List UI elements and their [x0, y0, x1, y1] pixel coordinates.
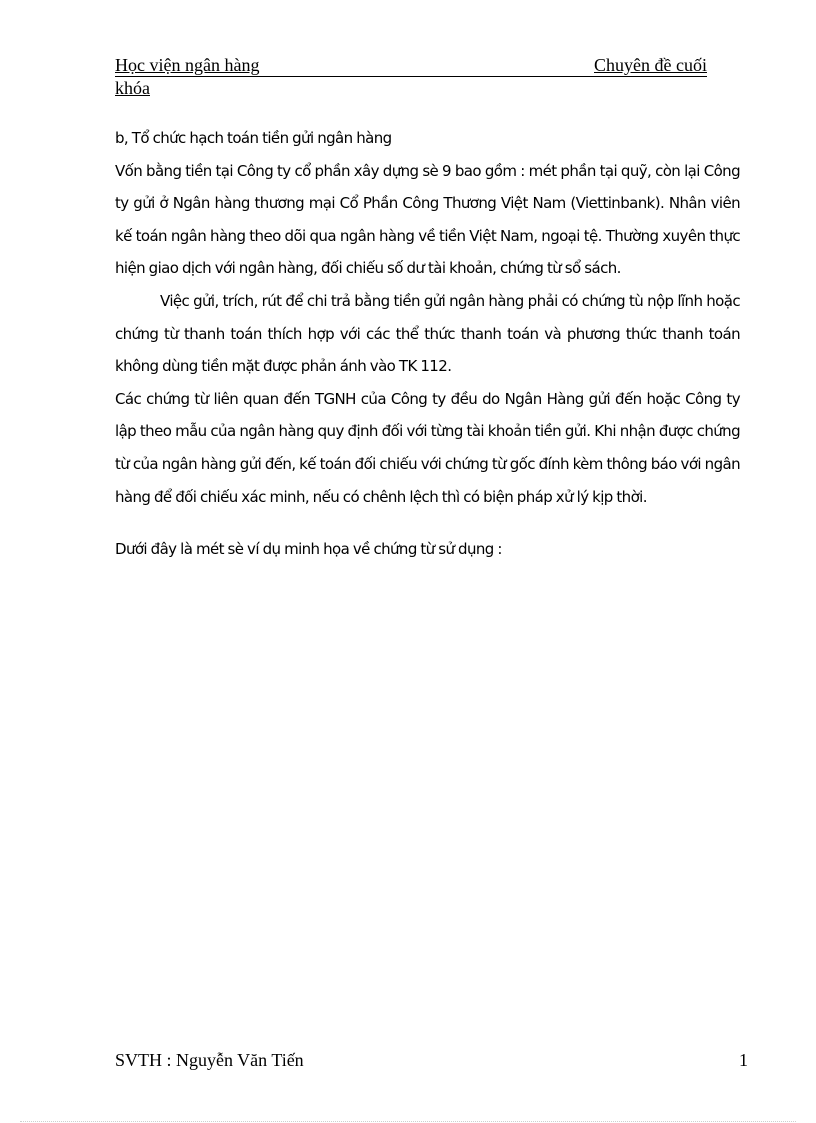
page-number: 1	[739, 1050, 748, 1070]
page-header	[115, 54, 707, 99]
paragraph-related-documents: Các chứng từ liên quan đến TGNH của Công ty đều do Ngân Hàng gửi đến hoặc Công ty lập theo mẫu của ngân hàng quy định đối với từng tài khoản tiền gửi. Khi nhận được chứng từ của ngân hàng gửi đến, kế toán đối chiếu với chứng từ gốc đính kèm thông báo với ngân hàng để đối chiếu xác minh, nếu có chênh lệch thì có biện pháp xử lý kịp thời.	[115, 389, 740, 506]
page-bottom-divider	[20, 1121, 796, 1122]
paragraph-withdrawal-documents: Việc gửi, trích, rút để chi trả bằng tiền gửi ngân hàng phải có chứng tù nộp lĩnh hoặc chứng từ thanh toán thích hợp với các thể thức thanh toán và phương thức thanh toán không dùng tiền mặt được phản ánh vào TK 112.	[115, 291, 740, 376]
header-document-type-continuation: khóa	[115, 78, 150, 98]
section-heading: b, Tổ chức hạch toán tiền gửi ngân hàng	[115, 129, 392, 147]
paragraph-cash-deposits: Vốn bằng tiền tại Công ty cổ phần xây dựng sè 9 bao gồm : mét phần tại quỹ, còn lại Công ty gửi ở Ngân hàng thương mại Cổ Phần Công Thương Việt Nam (Viettinbank). Nhân viên kế toán ngân hàng theo dõi qua ngân hàng về tiền Việt Nam, ngoại tệ. Thường xuyên thực hiện giao dịch với ngân hàng, đối chiếu số dư tài khoản, chứng từ sổ sách.	[115, 161, 740, 278]
page-footer	[115, 1048, 748, 1072]
paragraph-examples-intro: Dưới đây là mét sè ví dụ minh họa về chứng từ sử dụng :	[115, 540, 502, 559]
document-body	[115, 122, 740, 566]
header-line	[115, 54, 707, 77]
header-institution: Học viện ngân hàng	[115, 55, 260, 75]
footer-author: SVTH : Nguyễn Văn Tiến	[115, 1050, 304, 1070]
header-document-type: Chuyên đề cuối	[594, 55, 707, 75]
